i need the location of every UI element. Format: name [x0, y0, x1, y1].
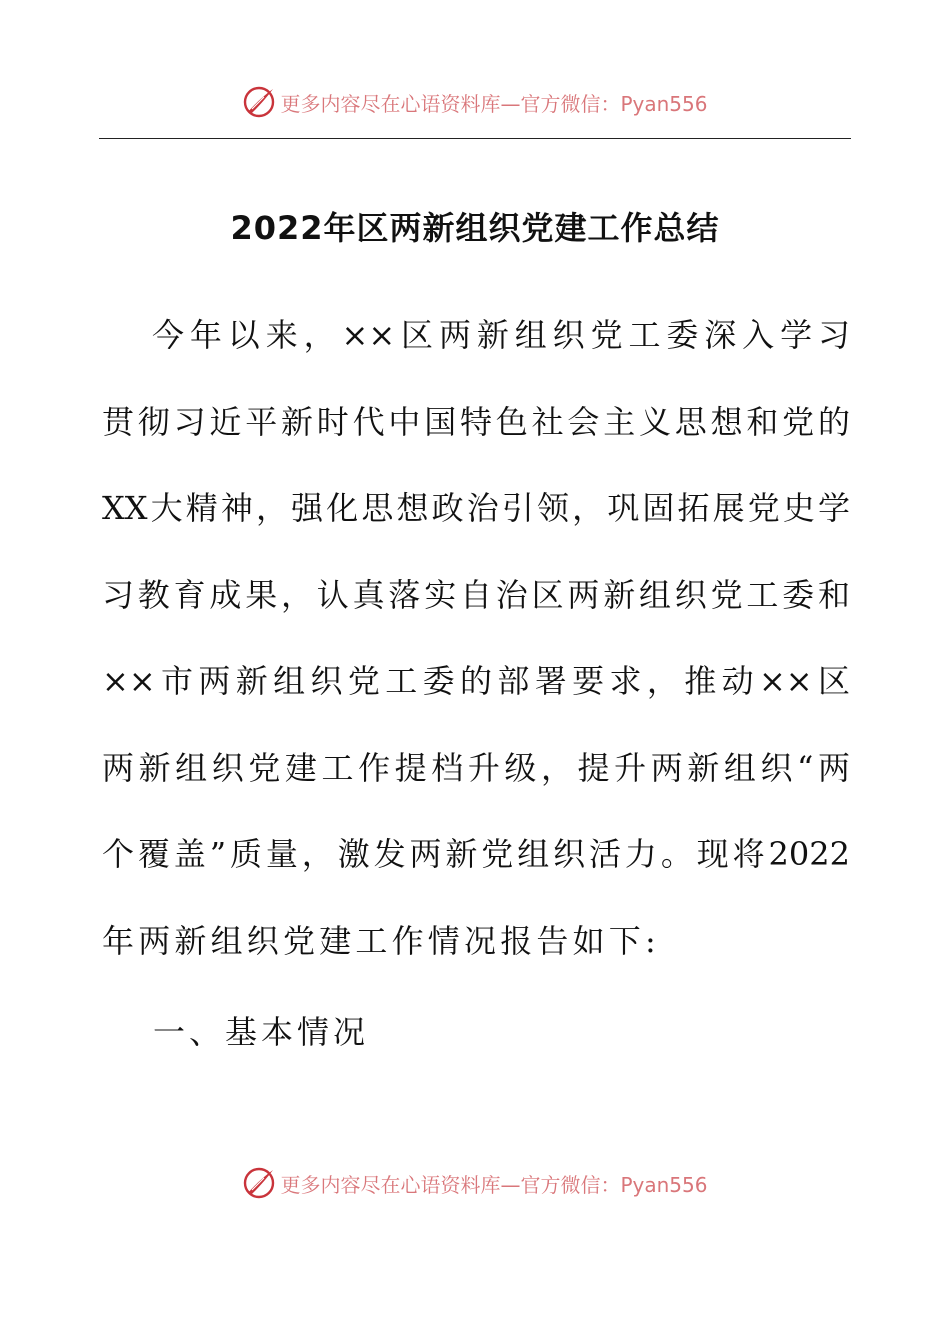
quill-logo-icon — [242, 1166, 276, 1200]
paragraph-line: 个覆盖”质量，激发两新党组织活力。现将2022 — [102, 835, 850, 873]
paragraph-line: XX大精神，强化思想政治引领，巩固拓展党史学 — [102, 489, 850, 527]
header-divider — [99, 138, 851, 139]
paragraph-line: 今年以来，××区两新组织党工委深入学习 — [152, 316, 850, 354]
document-title: 2022年区两新组织党建工作总结 — [230, 209, 720, 247]
paragraph-line: ××市两新组织党工委的部署要求，推动××区 — [102, 662, 850, 700]
footer-banner — [0, 1163, 950, 1203]
paragraph-line: 两新组织党建工作提档升级，提升两新组织“两 — [102, 748, 850, 787]
header-banner — [0, 82, 950, 122]
section-heading: 一、基本情况 — [153, 1013, 370, 1051]
footer-banner-text: 更多内容尽在心语资料库—官方微信：Pyan556 — [280, 1172, 708, 1197]
paragraph-line: 习教育成果，认真落实自治区两新组织党工委和 — [102, 575, 850, 614]
paragraph-line: 贯彻习近平新时代中国特色社会主义思想和党的 — [102, 402, 850, 441]
paragraph-line: 年两新组织党建工作情况报告如下: — [102, 921, 660, 960]
quill-logo-icon — [242, 85, 276, 119]
body-paragraph — [102, 308, 850, 1000]
header-banner-text: 更多内容尽在心语资料库—官方微信：Pyan556 — [280, 91, 708, 116]
